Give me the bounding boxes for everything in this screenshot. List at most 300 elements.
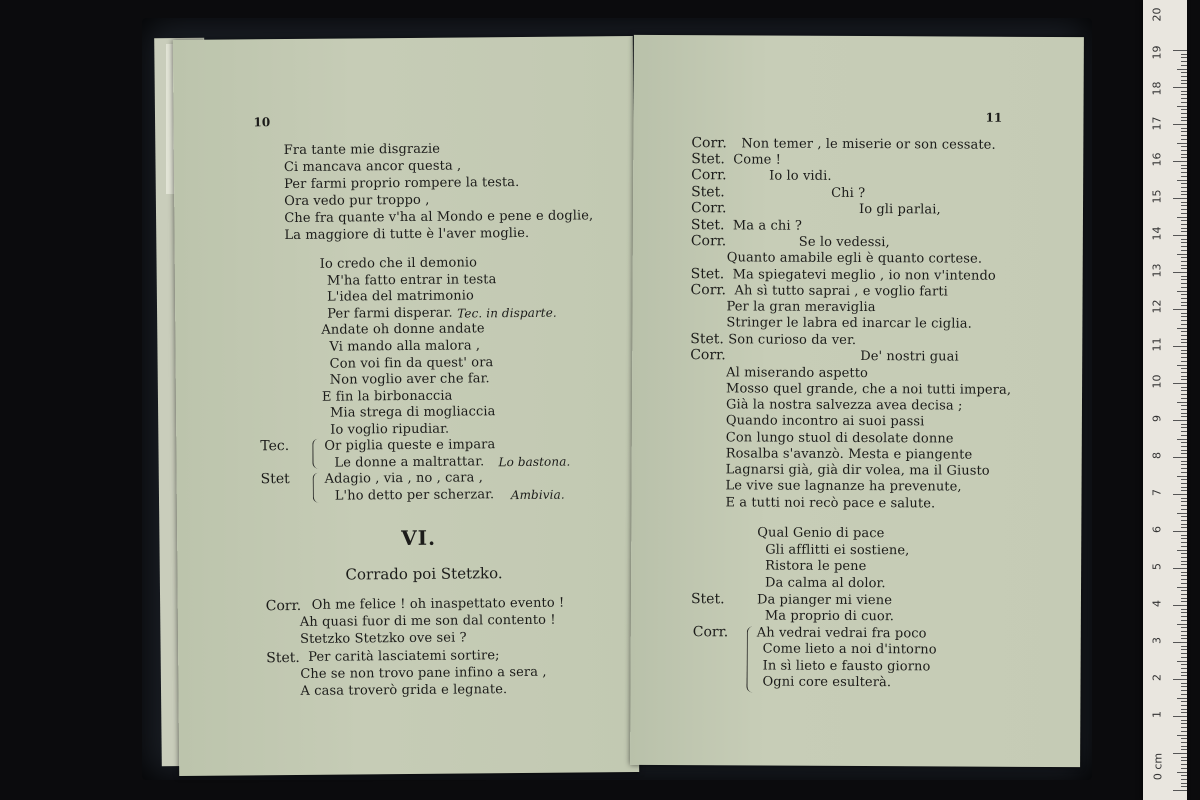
ruler-tick — [1181, 76, 1187, 77]
verse-line: Non voglio aver che far. — [329, 371, 490, 388]
ruler-tick — [1181, 668, 1187, 669]
ruler-tick — [1177, 698, 1187, 699]
ruler-tick — [1173, 605, 1187, 606]
ruler-number: 6 — [1150, 526, 1164, 533]
verse-line: Ogni core esulterà. — [762, 674, 892, 691]
ruler-tick — [1181, 135, 1187, 136]
ruler-tick — [1181, 279, 1187, 280]
ruler-tick — [1173, 531, 1187, 532]
ruler-tick — [1181, 131, 1187, 132]
ruler-number: 20 — [1150, 7, 1164, 22]
ruler-number: 17 — [1150, 116, 1164, 131]
ruler-tick — [1181, 117, 1187, 118]
verse-line: Ci mancava ancor questa , — [283, 158, 462, 176]
ruler-number: 3 — [1150, 637, 1164, 644]
ruler-tick — [1177, 402, 1187, 403]
ruler-tick — [1177, 513, 1187, 514]
ruler-tick — [1181, 187, 1187, 188]
stage-direction: Ambivia. — [510, 487, 565, 503]
ruler-tick — [1181, 472, 1187, 473]
ruler-tick — [1177, 143, 1187, 144]
ruler-number: 4 — [1150, 600, 1164, 607]
speaker-label: Corr. — [265, 597, 302, 615]
verse-line: Ristora le pene — [765, 558, 867, 575]
ruler-tick — [1173, 568, 1187, 569]
verse-line: Ah quasi fuor di me son dal contento ! — [299, 612, 556, 630]
ruler-tick — [1181, 191, 1187, 192]
ruler-number: 16 — [1150, 152, 1164, 167]
ruler-tick — [1181, 57, 1187, 58]
ruler-number: 8 — [1150, 452, 1164, 459]
brace — [312, 439, 319, 469]
speaker-label: Stet. — [691, 151, 725, 168]
ruler-tick — [1173, 679, 1187, 680]
ruler-tick — [1181, 379, 1187, 380]
speaker-label: Stet. — [691, 184, 725, 201]
ruler-tick — [1181, 720, 1187, 721]
ruler-tick — [1181, 594, 1187, 595]
ruler-tick — [1181, 94, 1187, 95]
verse-line: Andate oh donne andate — [321, 321, 485, 338]
ruler-tick — [1181, 350, 1187, 351]
ruler-tick — [1181, 468, 1187, 469]
dialogue-line: Chi ? — [831, 185, 866, 202]
ruler-tick — [1181, 331, 1187, 332]
ruler-tick — [1181, 246, 1187, 247]
verse-line: Per farmi proprio rompere la testa. — [283, 175, 520, 193]
ruler-tick — [1181, 561, 1187, 562]
dialogue-line: Come ! — [733, 152, 782, 168]
ruler-tick — [1181, 664, 1187, 665]
ruler-tick — [1181, 483, 1187, 484]
ruler-tick — [1181, 431, 1187, 432]
ruler-tick — [1177, 772, 1187, 773]
ruler-number: 13 — [1150, 263, 1164, 278]
verse-line: Quando incontro ai suoi passi — [725, 413, 925, 430]
ruler-tick — [1181, 583, 1187, 584]
ruler-tick — [1181, 453, 1187, 454]
ruler-tick — [1181, 302, 1187, 303]
verse-line: M'ha fatto entrar in testa — [326, 272, 497, 289]
ruler-tick — [1173, 309, 1187, 310]
ruler-tick — [1177, 735, 1187, 736]
page-number: 10 — [253, 115, 271, 130]
ruler-tick — [1181, 102, 1187, 103]
verse-line: Qual Genio di pace — [757, 525, 885, 542]
ruler-tick — [1181, 394, 1187, 395]
speaker-label: Corr. — [691, 167, 727, 184]
ruler-tick — [1181, 683, 1187, 684]
ruler-tick — [1181, 686, 1187, 687]
ruler-tick — [1181, 775, 1187, 776]
ruler-number: 1 — [1150, 711, 1164, 718]
verse-line: Mosso quel grande, che a noi tutti impera, — [726, 381, 1012, 398]
brace — [313, 473, 320, 503]
ruler-number: 10 — [1150, 374, 1164, 389]
ruler-tick — [1181, 572, 1187, 573]
ruler-tick — [1181, 154, 1187, 155]
ruler-tick — [1181, 579, 1187, 580]
verse-line: L'idea del matrimonio — [326, 288, 474, 305]
ruler-tick — [1181, 727, 1187, 728]
ruler-tick — [1181, 172, 1187, 173]
ruler-tick — [1181, 80, 1187, 81]
ruler-tick — [1181, 672, 1187, 673]
ruler-tick — [1173, 161, 1187, 162]
ruler-tick — [1181, 305, 1187, 306]
speaker-label: Corr. — [690, 233, 727, 250]
ruler-tick — [1181, 427, 1187, 428]
ruler-tick — [1181, 742, 1187, 743]
verse-line: Io voglio ripudiar. — [330, 421, 450, 438]
ruler-tick — [1181, 361, 1187, 362]
speaker-label: Stet. — [690, 591, 725, 608]
ruler-tick — [1177, 217, 1187, 218]
ruler-tick — [1177, 69, 1187, 70]
ruler-tick — [1181, 242, 1187, 243]
ruler-tick — [1181, 416, 1187, 417]
ruler-tick — [1173, 124, 1187, 125]
ruler-number: 18 — [1150, 81, 1164, 96]
ruler-tick — [1181, 546, 1187, 547]
speaker-label: Stet — [260, 471, 290, 488]
ruler-tick — [1181, 527, 1187, 528]
verse-line: Gli afflitti ei sostiene, — [765, 542, 910, 559]
dialogue-line: Non temer , le miserie or son cessate. — [741, 136, 996, 153]
ruler-tick — [1181, 353, 1187, 354]
ruler-tick — [1181, 501, 1187, 502]
dialogue-line: Io gli parlai, — [858, 202, 941, 218]
ruler-tick — [1173, 198, 1187, 199]
ruler-tick — [1177, 624, 1187, 625]
ruler-number: 5 — [1150, 563, 1164, 570]
ruler-tick — [1181, 709, 1187, 710]
speaker-label: Stet. — [266, 649, 300, 667]
ruler-tick — [1177, 661, 1187, 662]
verse-line: Stetzko Stetzko ove sei ? — [299, 630, 467, 647]
ruler-number: 11 — [1150, 337, 1164, 352]
ruler-tick — [1181, 601, 1187, 602]
speaker-label: Stet. — [690, 266, 725, 283]
verse-line: Rosalba s'avanzò. Mesta e piangente — [725, 446, 973, 463]
ruler-tick — [1181, 768, 1187, 769]
ruler-tick — [1181, 627, 1187, 628]
dialogue-line: Per la gran meraviglia — [726, 299, 876, 316]
ruler-tick — [1181, 220, 1187, 221]
ruler-tick — [1181, 209, 1187, 210]
ruler-tick — [1181, 65, 1187, 66]
speaker-label: Corr. — [692, 624, 729, 641]
verse-line: Lagnarsi già, già dir volea, ma il Giusto — [725, 462, 990, 479]
ruler-tick — [1181, 542, 1187, 543]
ruler-tick — [1181, 590, 1187, 591]
ruler-tick — [1181, 575, 1187, 576]
ruler-tick — [1181, 657, 1187, 658]
ruler-tick — [1181, 631, 1187, 632]
ruler-tick — [1181, 479, 1187, 480]
ruler-tick — [1181, 524, 1187, 525]
ruler-tick — [1181, 464, 1187, 465]
ruler-tick — [1181, 635, 1187, 636]
ruler-tick — [1181, 786, 1187, 787]
ruler-tick — [1181, 239, 1187, 240]
speaker-label: Tec. — [260, 438, 290, 455]
ruler-number: 7 — [1150, 489, 1164, 496]
ruler-tick — [1181, 598, 1187, 599]
ruler-tick — [1181, 694, 1187, 695]
dialogue-line: Stringer le labra ed inarcar le ciglia. — [726, 315, 972, 332]
speaker-label: Stet. — [690, 217, 725, 234]
ruler-tick — [1181, 139, 1187, 140]
verse-line: Per carità lasciatemi sortire; — [308, 648, 500, 665]
ruler-tick — [1181, 83, 1187, 84]
ruler-number: 14 — [1150, 226, 1164, 241]
ruler-tick — [1181, 490, 1187, 491]
ruler-tick — [1181, 283, 1187, 284]
ruler-tick — [1173, 716, 1187, 717]
dialogue-line: Ma spiegatevi meglio , io non v'intendo — [732, 267, 996, 284]
ruler-tick — [1181, 183, 1187, 184]
ruler-tick — [1181, 390, 1187, 391]
ruler-tick — [1181, 649, 1187, 650]
verse-line: Oh me felice ! oh inaspettato evento ! — [311, 595, 565, 613]
ruler-tick — [1181, 783, 1187, 784]
ruler-tick — [1181, 72, 1187, 73]
ruler-tick — [1181, 535, 1187, 536]
verse-line: Mia strega di mogliaccia — [329, 404, 496, 421]
ruler-tick — [1181, 146, 1187, 147]
ruler-tick — [1181, 413, 1187, 414]
ruler-tick — [1177, 106, 1187, 107]
ruler-tick — [1181, 498, 1187, 499]
ruler-tick — [1181, 109, 1187, 110]
verse-line: Con lungo stuol di desolate donne — [725, 430, 954, 447]
speaker-label: Corr. — [690, 347, 726, 364]
ruler-tick — [1181, 435, 1187, 436]
ruler-tick — [1177, 291, 1187, 292]
verse-line: Fra tante mie disgrazie — [283, 141, 441, 159]
ruler-tick — [1181, 723, 1187, 724]
ruler-tick — [1173, 457, 1187, 458]
verse-line: Con voi fin da quest' ora — [329, 355, 494, 372]
ruler-tick — [1177, 328, 1187, 329]
verse-line: Ah vedrai vedrai fra poco — [756, 625, 927, 642]
ruler-tick — [1181, 705, 1187, 706]
scene-title: Corrado poi Stetzko. — [345, 564, 503, 584]
dialogue-line: Se lo vedessi, — [798, 234, 890, 251]
ruler-tick — [1173, 87, 1187, 88]
stage-direction: Lo bastona. — [498, 454, 571, 470]
ruler-tick — [1181, 757, 1187, 758]
verse-line: Per farmi disperar. — [327, 305, 453, 322]
dialogue-line: Ah sì tutto saprai , e voglio farti — [734, 283, 948, 300]
ruler-tick — [1181, 265, 1187, 266]
ruler-tick — [1181, 738, 1187, 739]
ruler-tick — [1173, 790, 1187, 791]
ruler-tick — [1181, 250, 1187, 251]
ruler-tick — [1181, 357, 1187, 358]
scene-number: VI. — [401, 525, 437, 551]
verse-line: E fin la birbonaccia — [321, 388, 453, 405]
ruler-tick — [1181, 520, 1187, 521]
ruler-tick — [1181, 509, 1187, 510]
verse-line: La maggiore di tutte è l'aver moglie. — [284, 225, 530, 244]
ruler-tick — [1181, 620, 1187, 621]
ruler-tick — [1173, 346, 1187, 347]
ruler-tick — [1181, 368, 1187, 369]
dialogue-line: De' nostri guai — [860, 349, 959, 365]
ruler-number: 2 — [1150, 674, 1164, 681]
ruler-tick — [1173, 50, 1187, 51]
ruler-tick — [1181, 749, 1187, 750]
ruler-number: 15 — [1150, 189, 1164, 204]
speaker-label: Stet. — [690, 331, 724, 348]
ruler-tick — [1181, 228, 1187, 229]
ruler-tick — [1181, 165, 1187, 166]
ruler-tick — [1181, 450, 1187, 451]
ruler-number: 12 — [1150, 299, 1164, 314]
ruler-tick — [1177, 550, 1187, 551]
ruler-tick — [1177, 254, 1187, 255]
ruler-tick — [1173, 753, 1187, 754]
ruler-tick — [1181, 316, 1187, 317]
ruler-tick — [1181, 313, 1187, 314]
ruler-tick — [1181, 764, 1187, 765]
ruler-tick — [1173, 420, 1187, 421]
ruler-tick — [1181, 557, 1187, 558]
ruler-tick — [1181, 257, 1187, 258]
measuring-ruler — [1143, 0, 1187, 800]
ruler-tick — [1173, 272, 1187, 273]
ruler-tick — [1181, 760, 1187, 761]
verse-line: Ma proprio di cuor. — [764, 608, 895, 625]
ruler-tick — [1181, 387, 1187, 388]
ruler-tick — [1181, 690, 1187, 691]
ruler-tick — [1181, 424, 1187, 425]
speaker-label: Corr. — [691, 135, 727, 152]
dialogue-line: Quanto amabile egli è quanto cortese. — [726, 250, 983, 267]
ruler-tick — [1181, 446, 1187, 447]
ruler-tick — [1181, 505, 1187, 506]
verse-line: Io credo che il demonio — [319, 255, 478, 272]
ruler-tick — [1181, 779, 1187, 780]
verse-line: Or piglia queste e impara — [324, 437, 496, 454]
speaker-label: Corr. — [690, 282, 727, 299]
ruler-tick — [1181, 616, 1187, 617]
ruler-tick — [1181, 712, 1187, 713]
ruler-tick — [1181, 176, 1187, 177]
verse-line: Vi mando alla malora , — [329, 338, 481, 355]
page-number: 11 — [985, 110, 1003, 125]
ruler-tick — [1173, 383, 1187, 384]
verse-line: Da calma al dolor. — [765, 575, 886, 592]
ruler-tick — [1181, 294, 1187, 295]
verse-line: In sì lieto e fausto giorno — [762, 658, 931, 675]
ruler-tick — [1181, 564, 1187, 565]
ruler-tick — [1181, 231, 1187, 232]
ruler-tick — [1181, 376, 1187, 377]
ruler-tick — [1181, 398, 1187, 399]
ruler-tick — [1181, 213, 1187, 214]
ruler-tick — [1181, 287, 1187, 288]
left-page — [173, 36, 639, 776]
ruler-tick — [1181, 320, 1187, 321]
ruler-tick — [1181, 487, 1187, 488]
ruler-number: 0 cm — [1151, 752, 1165, 781]
verse-line: Che fra quante v'ha al Mondo e pene e doglie, — [284, 208, 594, 227]
ruler-tick — [1177, 365, 1187, 366]
ruler-tick — [1173, 642, 1187, 643]
ruler-tick — [1181, 98, 1187, 99]
verse-line: Già la nostra salvezza avea decisa ; — [725, 397, 963, 414]
ruler-tick — [1181, 194, 1187, 195]
ruler-tick — [1181, 516, 1187, 517]
ruler-tick — [1177, 587, 1187, 588]
verse-line: Come lieto a noi d'intorno — [762, 641, 937, 658]
ruler-tick — [1181, 612, 1187, 613]
ruler-tick — [1181, 675, 1187, 676]
ruler-tick — [1181, 646, 1187, 647]
ruler-tick — [1181, 113, 1187, 114]
verse-line: Che se non trovo pane infino a sera , — [300, 664, 547, 682]
ruler-tick — [1181, 224, 1187, 225]
ruler-tick — [1181, 298, 1187, 299]
ruler-tick — [1181, 731, 1187, 732]
stage-direction: Tec. in disparte. — [457, 305, 557, 321]
dialogue-line: Son curioso da ver. — [728, 332, 857, 348]
ruler-tick — [1181, 54, 1187, 55]
verse-line: Ora vedo pur troppo , — [284, 192, 430, 210]
ruler-tick — [1181, 335, 1187, 336]
brace — [746, 626, 753, 692]
ruler-tick — [1181, 442, 1187, 443]
ruler-tick — [1177, 180, 1187, 181]
ruler-tick — [1181, 342, 1187, 343]
ruler-number: 9 — [1150, 415, 1164, 422]
ruler-tick — [1181, 61, 1187, 62]
ruler-tick — [1181, 638, 1187, 639]
verse-line: E a tutti noi recò pace e salute. — [725, 495, 936, 512]
ruler-tick — [1181, 701, 1187, 702]
ruler-tick — [1181, 461, 1187, 462]
verse-line: Adagio , via , no , cara , — [324, 470, 483, 487]
ruler-tick — [1181, 91, 1187, 92]
ruler-tick — [1181, 538, 1187, 539]
verse-line: Da pianger mi viene — [756, 592, 893, 609]
ruler-number: 19 — [1150, 45, 1164, 60]
ruler-tick — [1181, 339, 1187, 340]
ruler-tick — [1177, 476, 1187, 477]
ruler-tick — [1181, 372, 1187, 373]
ruler-tick — [1181, 128, 1187, 129]
ruler-tick — [1181, 653, 1187, 654]
ruler-tick — [1181, 261, 1187, 262]
ruler-tick — [1181, 746, 1187, 747]
ruler-tick — [1181, 268, 1187, 269]
verse-line: Al miserando aspetto — [726, 365, 869, 382]
speaker-label: Corr. — [690, 200, 727, 217]
ruler-tick — [1181, 276, 1187, 277]
ruler-tick — [1181, 405, 1187, 406]
verse-line: Le vive sue lagnanze ha prevenute, — [725, 478, 962, 495]
verse-line: A casa troverò grida e legnate. — [300, 682, 508, 699]
ruler-tick — [1181, 157, 1187, 158]
ruler-tick — [1181, 202, 1187, 203]
verse-line: L'ho detto per scherzar. — [334, 487, 495, 504]
ruler-tick — [1181, 120, 1187, 121]
ruler-tick — [1181, 609, 1187, 610]
ruler-tick — [1181, 409, 1187, 410]
